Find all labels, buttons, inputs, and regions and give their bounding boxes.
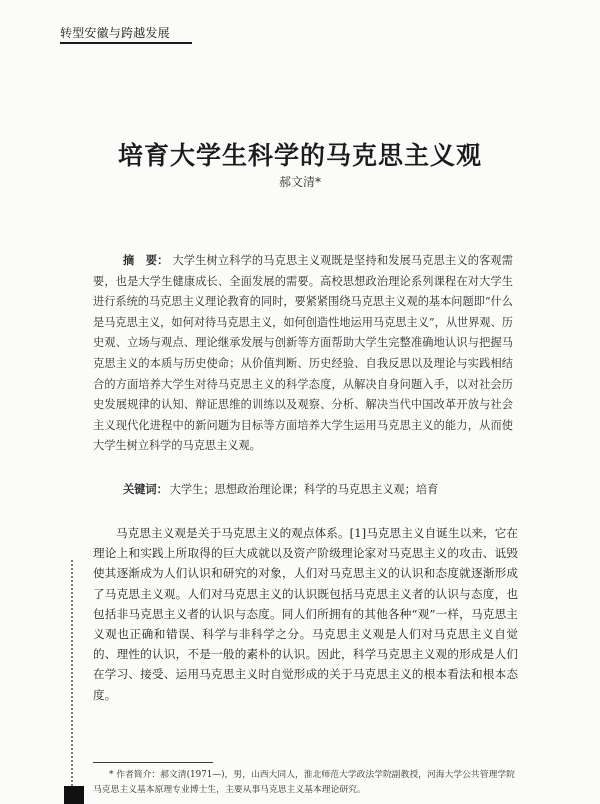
keywords — [93, 480, 513, 499]
keywords-label: 关键词： — [123, 482, 168, 496]
author-footnote: * 作者简介：郝文清(1971—)，男，山西大同人，淮北师范大学政法学院副教授，河海大学公共管理学院马克思主义基本原理专业博士生，主要从事马克思主义基本理论研究。 — [93, 770, 515, 795]
article-title: 培育大学生科学的马克思主义观 — [117, 141, 482, 170]
article-author: 郝文清* — [278, 175, 321, 189]
series-header: 转型安徽与跨越发展 — [60, 26, 170, 40]
header-underline — [60, 42, 192, 44]
abstract-text: 大学生树立科学的马克思主义观既是坚持和发展马克思主义的客观需要，也是大学生健康成长、全面发展的需要。高校思想政治理论系列课程在对大学生进行系统的马克思主义理论教育的同时，要紧紧围绕马克思主义观的基本问题即“什么是马克思主义，如何对待马克思主义，如何创造性地运用马克思主义”，从世界观、历史观、立场与观点、理论继承发展与创新等方面帮助大学生完整准确地认识与把握马克思主义的本质与历史使命；从价值判断、历史经验、自我反思以及理论与实践相结合的方面培养大学生对待马克思主义的科学态度，从解决自身问题入手，以对社会历史发展规律的认知、辩证思维的训练以及观察、分析、解决当代中国改革开放与社会主义现代化进程中的新问题为目标等方面培养大学生运用马克思主义的能力，从而使大学生树立科学的马克思主义观。 — [93, 254, 513, 453]
body-paragraph: 马克思主义观是关于马克思主义的观点体系。[1]马克思主义自诞生以来，它在理论上和实践上所取得的巨大成就以及资产阶级理论家对马克思主义的攻击、诋毁使其逐渐成为人们认识和研究的对象，人们对马克思主义的认识和态度就逐渐形成了马克思主义观。人们对马克思主义的认识既包括马克思主义者的认识与态度，也包括非马克思主义者的认识与态度。同人们所拥有的其他各种“观”一样，马克思主义观也正确和错误、科学与非科学之分。马克思主义观是人们对马克思主义自觉的、理性的认识，不是一般的素朴的认识。因此，科学马克思主义观的形成是人们在学习、接受、运用马克思主义时自觉形成的关于马克思主义的根本看法和根本态度。 — [93, 526, 518, 702]
footnote-divider — [93, 762, 213, 763]
abstract-label: 摘 要： — [123, 253, 169, 267]
page-corner-mark — [64, 786, 84, 804]
keywords-text: 大学生；思想政治理论课；科学的马克思主义观；培育 — [169, 483, 439, 496]
abstract — [93, 250, 513, 457]
binding-margin-dots — [71, 560, 73, 790]
